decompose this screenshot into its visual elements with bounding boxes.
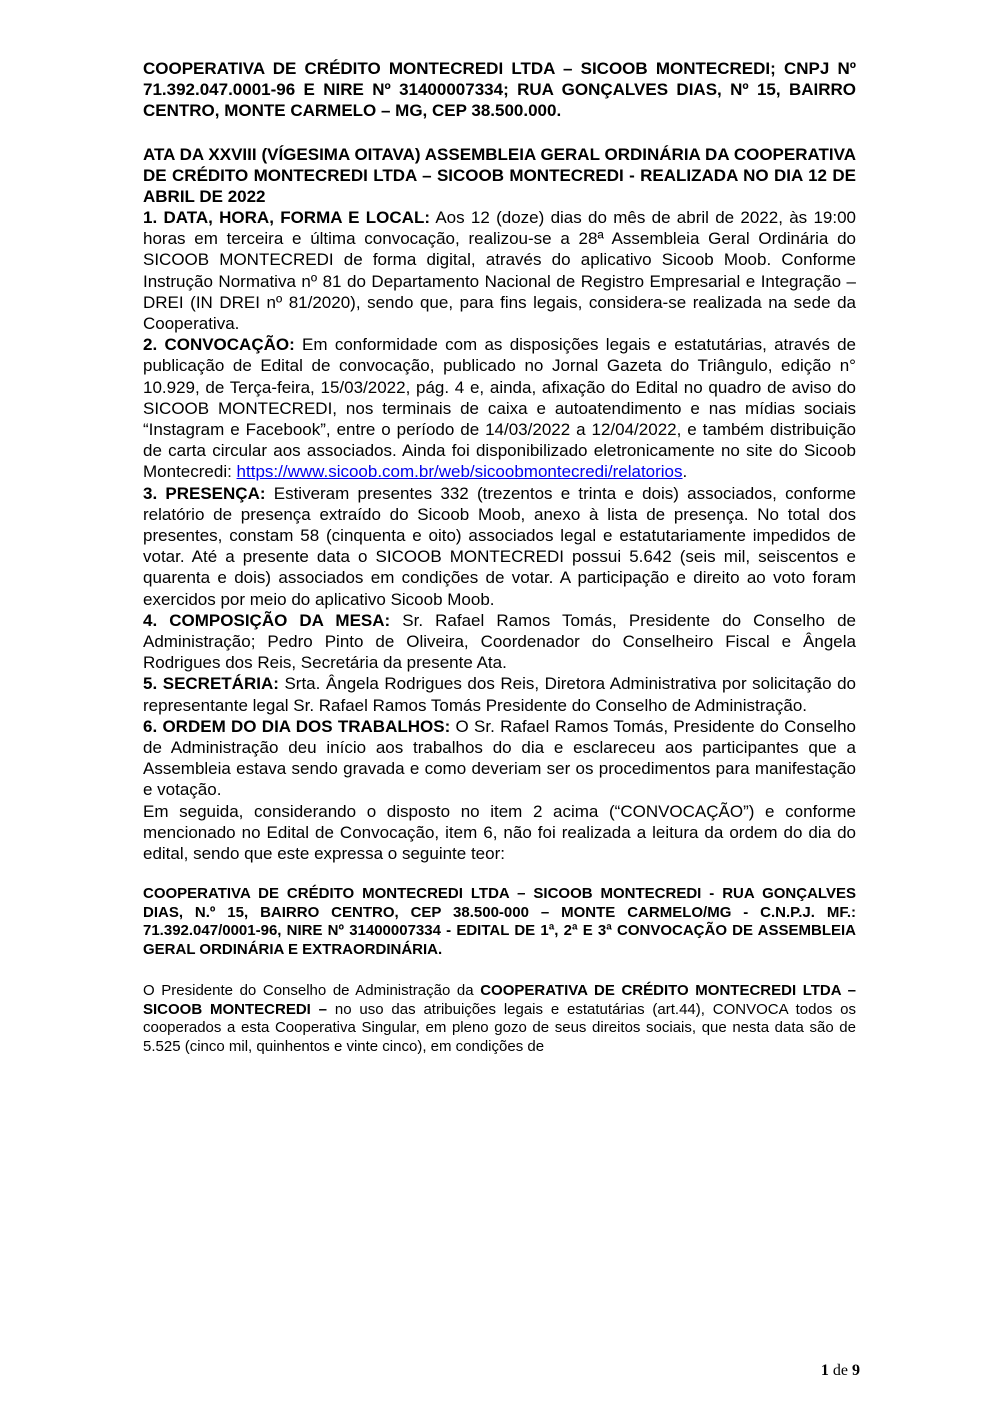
section-text: Srta. Ângela Rodrigues dos Reis, Diretora Administrativa por solicitação do representante legal Sr. Rafael Ramos Tomás Presidente do Conselho de Administração. xyxy=(143,674,857,715)
section-agenda xyxy=(143,716,856,801)
section-heading: 5. SECRETÁRIA: xyxy=(143,674,279,694)
section-convocation xyxy=(143,334,856,482)
section-date-time-place xyxy=(143,207,856,334)
section-presence xyxy=(143,483,856,610)
page-number xyxy=(790,1362,860,1380)
edital-text-rest: no uso das atribuições legais e estatutárias (art.44), CONVOCA todos os cooperados a esta Cooperativa Singular, em pleno gozo de seus direitos sociais, que nesta data são de 5.525 (cinco mil, quinhentos e vinte cinco), em condições de xyxy=(143,1000,856,1055)
section-text: Sr. Rafael Ramos Tomás, Presidente do Conselho de Administração; Pedro Pinto de Oliveira, Coordenador do Conselheiro Fiscal e Ângela Rodrigues dos Reis, Secretária da presente Ata. xyxy=(143,610,857,673)
section-heading: 1. DATA, HORA, FORMA E LOCAL: xyxy=(143,208,430,227)
reports-link[interactable]: https://www.sicoob.com.br/web/sicoobmontecredi/relatorios xyxy=(236,462,683,482)
section-heading: 3. PRESENÇA: xyxy=(143,483,266,503)
edital-heading: COOPERATIVA DE CRÉDITO MONTECREDI LTDA – SICOOB MONTECREDI - RUA GONÇALVES DIAS, N.º 15, BAIRRO CENTRO, CEP 38.500-000 – MONTE CARMELO/MG - C.N.P.J. MF.: 71.392.047/0001-96, NIRE Nº 31400007334 - EDITAL DE 1ª, 2ª E 3ª CONVOCAÇÃO DE ASSEMBLEIA GERAL ORDINÁRIA E EXTRAORDINÁRIA. xyxy=(143,885,856,958)
section-text: Aos 12 (doze) dias do mês de abril de 2022, às 19:00 horas em terceira e última convocação, realizou-se a 28ª Assembleia Geral Ordinária do SICOOB MONTECREDI de forma digital, através do aplicativo Sicoob Moob. Conforme Instrução Normativa nº 81 do Departamento Nacional de Registro Empresarial e Integração – DREI (IN DREI nº 81/2020), sendo que, para fins legais, considera-se realizada na sede da Cooperativa. xyxy=(143,208,856,334)
section-text: Em conformidade com as disposições legais e estatutárias, através de publicação de Edital de convocação, publicado no Jornal Gazeta do Triângulo, edição n° 10.929, de Terça-feira, 15/03/2022, pág. 4 e, ainda, afixação do Edital no quadro de aviso do SICOOB MONTECREDI, nos terminais de caixa e autoatendimento e nas mídias sociais “Instagram e Facebook”, entre o período de 14/03/2022 a 12/04/2022, e também distribuição de carta circular aos associados. Ainda foi disponibilizado eletronicamente no site do Sicoob Montecredi: xyxy=(143,335,857,482)
edital-text-start: O Presidente do Conselho de Administração da xyxy=(143,982,481,1000)
section-heading: 2. CONVOCAÇÃO: xyxy=(143,335,295,355)
edital-cooperative-name: COOPERATIVA DE CRÉDITO MONTECREDI LTDA – SICOOB MONTECREDI – xyxy=(143,982,856,1018)
section-text: Estiveram presentes 332 (trezentos e trinta e dois) associados, conforme relatório de presença extraído do Sicoob Moob, anexo à lista de presença. No total dos presentes, constam 58 (cinquenta e oito) associados legal e estatutariamente impedidos de votar. Até a presente data o SICOOB MONTECREDI possui 5.642 (seis mil, seiscentos e quarenta e dois) associados em condições de votar. A participação e direito ao voto foram exercidos por meio do aplicativo Sicoob Moob. xyxy=(143,483,856,609)
section-heading: 6. ORDEM DO DIA DOS TRABALHOS: xyxy=(143,716,451,736)
minutes-title: ATA DA XXVIII (VÍGESIMA OITAVA) ASSEMBLEIA GERAL ORDINÁRIA DA COOPERATIVA DE CRÉDITO MONTECREDI LTDA – SICOOB MONTECREDI - REALIZADA NO DIA 12 DE ABRIL DE 2022 xyxy=(143,145,856,206)
cooperative-header: COOPERATIVA DE CRÉDITO MONTECREDI LTDA – SICOOB MONTECREDI; CNPJ Nº 71.392.047.0001-96 E NIRE Nº 31400007334; RUA GONÇALVES DIAS, Nº 15, BAIRRO CENTRO, MONTE CARMELO – MG, CEP 38.500.000. xyxy=(143,59,856,120)
paragraph-following: Em seguida, considerando o disposto no item 2 acima (“CONVOCAÇÃO”) e conforme mencionado no Edital de Convocação, item 6, não foi realizada a leitura da ordem do dia do edital, sendo que este expressa o seguinte teor: xyxy=(143,801,856,864)
section-text: O Sr. Rafael Ramos Tomás, Presidente do Conselho de Administração deu início aos trabalhos do dia e esclareceu aos participantes que a Assembleia estava sendo gravada e como deveriam ser os procedimentos para manifestação e votação. xyxy=(143,716,856,800)
edital-paragraph xyxy=(143,982,856,1056)
section-secretary xyxy=(143,673,856,715)
current-page: 1 xyxy=(820,1362,829,1379)
section-board-composition xyxy=(143,610,856,674)
page-of: de xyxy=(832,1362,848,1379)
total-pages: 9 xyxy=(852,1362,860,1379)
section-text-end: . xyxy=(682,462,688,482)
document-content xyxy=(143,58,856,1056)
section-heading: 4. COMPOSIÇÃO DA MESA: xyxy=(143,610,391,630)
